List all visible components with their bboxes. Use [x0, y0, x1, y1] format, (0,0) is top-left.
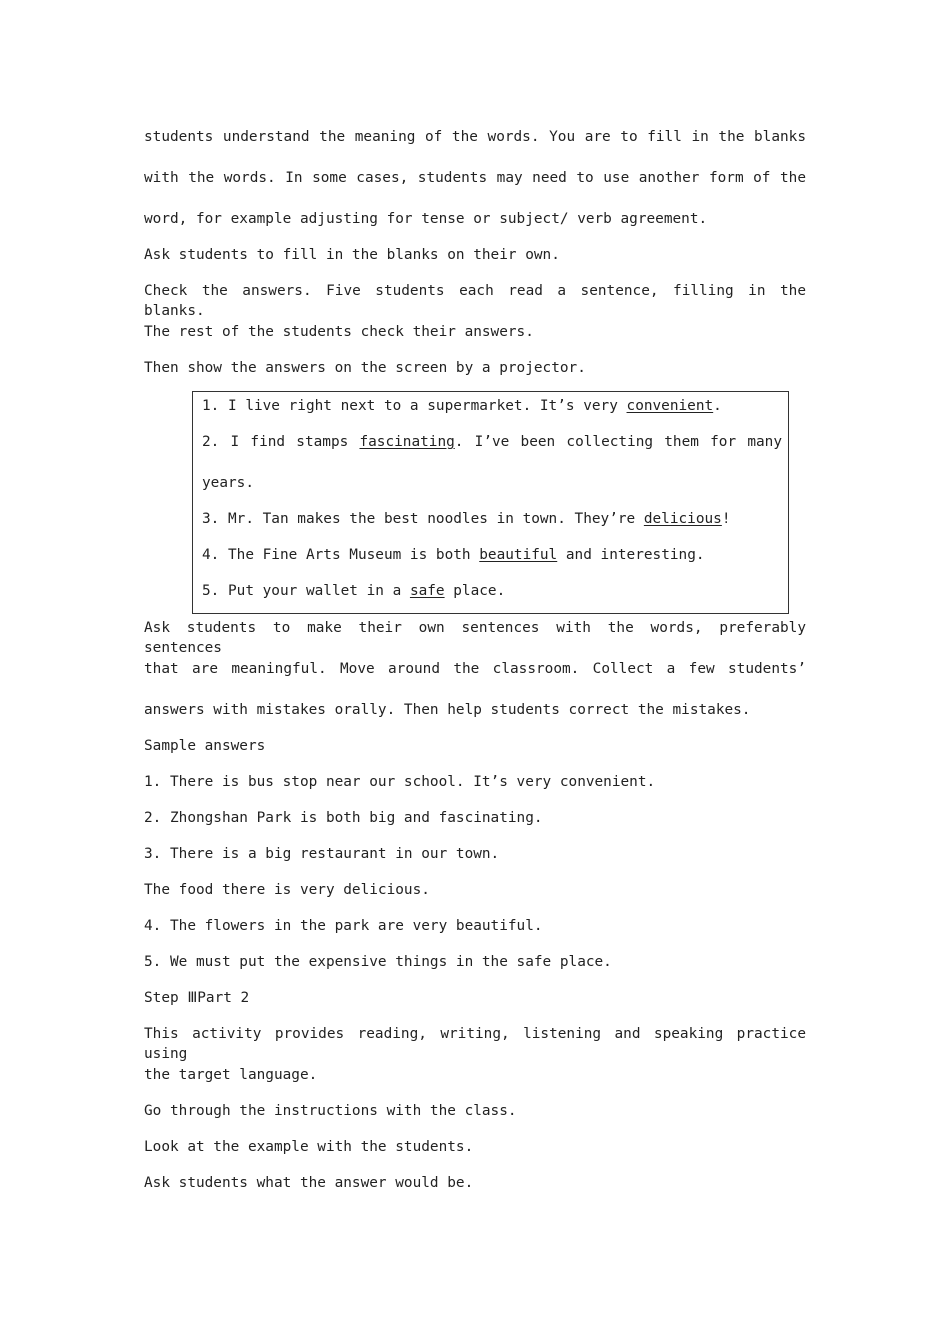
- answer-4-word: beautiful: [479, 547, 558, 563]
- sample-answer-2: 2. Zhongshan Park is both big and fascinating.: [144, 810, 543, 826]
- answer-4: [202, 545, 705, 565]
- step-3-line-1: This activity provides reading, writing, listening and speaking practice using: [144, 1026, 806, 1062]
- intro-line-1: students understand the meaning of the words. You are to fill in the blanks: [144, 129, 806, 145]
- answer-4-text: 4. The Fine Arts Museum is both: [202, 547, 480, 563]
- own-sentences-line-2: that are meaningful. Move around the classroom. Collect a few students’: [144, 661, 806, 677]
- answer-1-text: 1. I live right next to a supermarket. It’s very: [202, 398, 627, 414]
- sample-answers-heading: Sample answers: [144, 738, 266, 754]
- ask-fill-text: Ask students to fill in the blanks on their own.: [144, 247, 560, 263]
- check-answers-line-2: The rest of the students check their answers.: [144, 324, 534, 340]
- sample-answer-3-continued: The food there is very delicious.: [144, 882, 430, 898]
- answer-2-text: 2. I find stamps: [202, 434, 360, 450]
- answer-3: [202, 509, 731, 529]
- answer-5-text: 5. Put your wallet in a: [202, 583, 410, 599]
- answer-5-end: place.: [444, 583, 506, 599]
- step-3-line-2: the target language.: [144, 1067, 318, 1083]
- answer-3-word: delicious: [643, 511, 722, 527]
- sample-answer-5: 5. We must put the expensive things in the safe place.: [144, 954, 612, 970]
- answer-1-word: convenient: [626, 398, 714, 414]
- answer-3-end: !: [721, 511, 731, 527]
- sample-answer-1: 1. There is bus stop near our school. It’s very convenient.: [144, 774, 656, 790]
- intro-line-3: word, for example adjusting for tense or subject/ verb agreement.: [144, 211, 708, 227]
- step-3-line-3: Go through the instructions with the class.: [144, 1103, 517, 1119]
- answer-2-end: . I’ve been collecting them for many: [454, 434, 782, 450]
- sample-answer-4: 4. The flowers in the park are very beautiful.: [144, 918, 543, 934]
- answer-5-word: safe: [409, 583, 445, 599]
- answer-3-text: 3. Mr. Tan makes the best noodles in town. They’re: [202, 511, 644, 527]
- answers-box: [192, 391, 789, 614]
- sample-answer-3: 3. There is a big restaurant in our town.: [144, 846, 500, 862]
- check-answers-line-1: Check the answers. Five students each read a sentence, filling in the blanks.: [144, 283, 806, 319]
- answer-4-end: and interesting.: [557, 547, 705, 563]
- intro-line-2: with the words. In some cases, students may need to use another form of the: [144, 170, 806, 186]
- answer-2: [202, 432, 782, 452]
- answer-2-continued: years.: [202, 475, 254, 491]
- answer-1-end: .: [713, 398, 722, 414]
- step-3-line-4: Look at the example with the students.: [144, 1139, 474, 1155]
- show-answers-text: Then show the answers on the screen by a projector.: [144, 360, 586, 376]
- answer-5: [202, 581, 505, 601]
- step-3-line-5: Ask students what the answer would be.: [144, 1175, 474, 1191]
- answer-1: [202, 396, 722, 416]
- own-sentences-line-1: Ask students to make their own sentences with the words, preferably sentences: [144, 620, 806, 656]
- own-sentences-line-3: answers with mistakes orally. Then help students correct the mistakes.: [144, 702, 751, 718]
- answer-2-word: fascinating: [359, 434, 455, 450]
- step-3-heading: Step ⅢPart 2: [144, 990, 250, 1006]
